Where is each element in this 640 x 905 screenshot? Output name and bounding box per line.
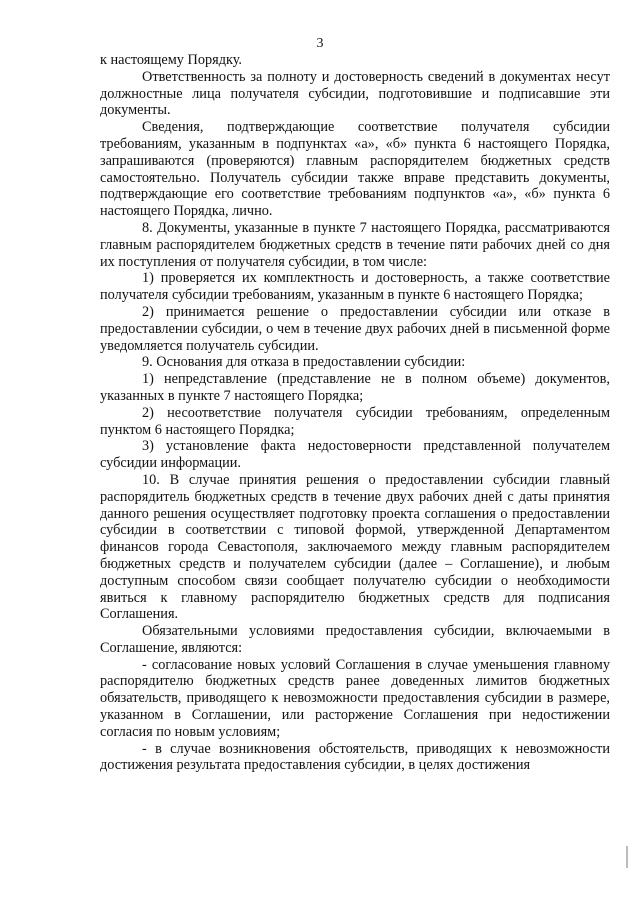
paragraph: - согласование новых условий Соглашения в случае уменьшения главному распорядителю бюджетных средств ранее доведенных лимитов бюджетных обязательств, приводящего к невозможности предоставления субсидии в размере, указанном в Соглашении, или расторжение Соглашения при недостижении согласия по новым условиям; <box>100 656 610 740</box>
page-number: 3 <box>316 36 324 51</box>
paragraph: 9. Основания для отказа в предоставлении субсидии: <box>142 354 466 371</box>
paragraph: 2) принимается решение о предоставлении субсидии или отказе в предоставлении субсидии, о чем в течение двух рабочих дней в письменной форме уведомляется получатель субсидии. <box>100 303 610 354</box>
paragraph: 8. Документы, указанные в пункте 7 настоящего Порядка, рассматриваются главным распорядителем бюджетных средств в течение пяти рабочих дней со дня их поступления от получателя субсидии, в том числе: <box>100 219 610 270</box>
paragraph: Ответственность за полноту и достоверность сведений в документах несут должностные лица получателя субсидии, подготовившие и подписавшие эти документы. <box>100 68 610 119</box>
paragraph: Сведения, подтверждающие соответствие получателя субсидии требованиям, указанным в подпунктах «а», «б» пункта 6 настоящего Порядка, запрашиваются (проверяются) главным распорядителем бюджетных средств самостоятельно. Получатель субсидии также вправе представить документы, подтверждающие его соответствие требованиям подпунктов «а», «б» пункта 6 настоящего Порядка, лично. <box>100 119 610 220</box>
paragraph: 3) установление факта недостоверности представленной получателем субсидии информации. <box>100 438 610 472</box>
document-body <box>100 52 610 774</box>
paragraph: 1) проверяется их комплектность и достоверность, а также соответствие получателя субсидии требованиям, указанным в пункте 6 настоящего Порядка; <box>100 270 610 304</box>
paragraph: 1) непредставление (представление не в полном объеме) документов, указанных в пункте 7 настоящего Порядка; <box>100 371 610 404</box>
paragraph: 2) несоответствие получателя субсидии требованиям, определенным пунктом 6 настоящего Порядка; <box>100 404 610 438</box>
paragraph: Обязательными условиями предоставления субсидии, включаемыми в Соглашение, являются: <box>100 623 610 656</box>
paragraph: 10. В случае принятия решения о предоставлении субсидии главный распорядитель бюджетных средств в течение двух рабочих дней с даты принятия данного решения осуществляет подготовку проекта соглашения о предоставлении субсидии в соответствии с типовой формой, утвержденной Департаментом финансов города Севастополя, заключаемого между главным распорядителем бюджетных средств и получателем субсидии (далее – Соглашение), и любым доступным способом связи сообщает получателю субсидии о необходимости явиться к главному распорядителю бюджетных средств для подписания Соглашения. <box>100 471 610 623</box>
paragraph: - в случае возникновения обстоятельств, приводящих к невозможности достижения результата предоставления субсидии, в целях достижения <box>100 740 610 774</box>
paragraph: к настоящему Порядку. <box>100 52 243 68</box>
scan-edge-mark <box>626 846 628 868</box>
